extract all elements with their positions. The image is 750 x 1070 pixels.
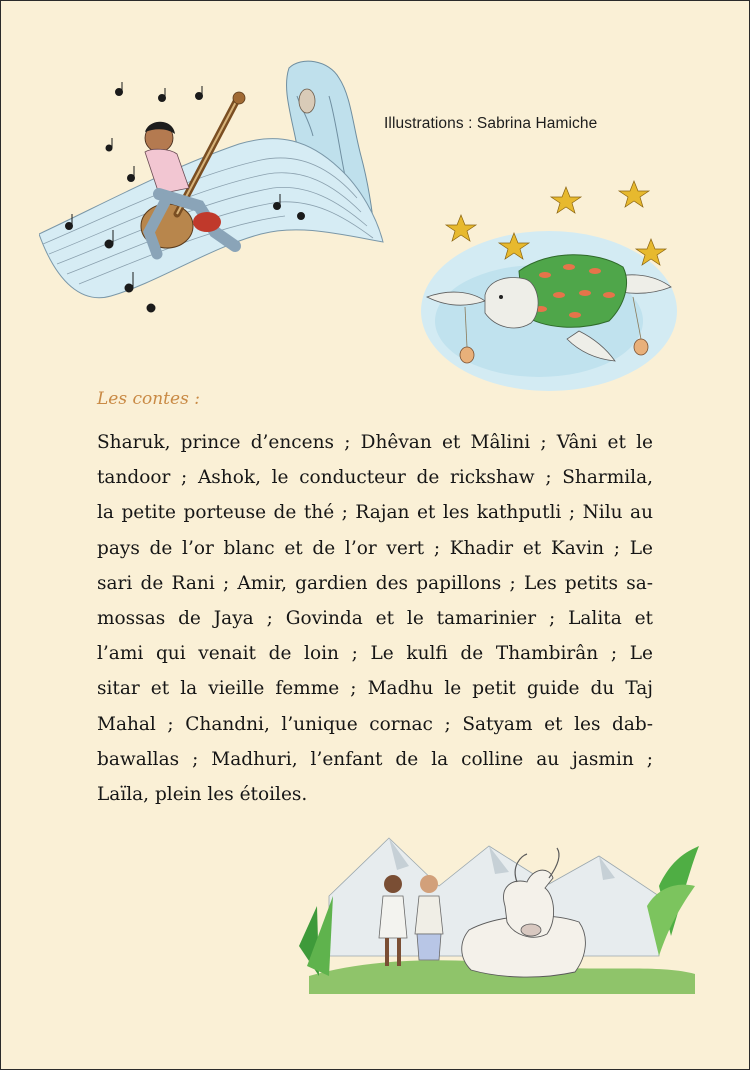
sitar-boy-illustration	[39, 56, 389, 321]
tales-line: pays de l’or blanc et de l’or vert ; Khadir et Kavin ; Le	[97, 537, 653, 559]
tales-heading: Les contes :	[97, 389, 200, 409]
tales-line: Laïla, plein les étoiles.	[97, 783, 308, 805]
turtle-illustration	[419, 171, 681, 393]
tales-line: mossas de Jaya ; Govinda et le tamarinier ; Lalita et	[97, 607, 653, 629]
tales-line: la petite porteuse de thé ; Rajan et les kathputli ; Nilu au	[97, 502, 653, 524]
tales-line: Mahal ; Chandni, l’unique cornac ; Satyam et les dab-	[97, 713, 653, 735]
tales-line: sitar et la vieille femme ; Madhu le petit guide du Taj	[97, 678, 653, 700]
tales-line: Sharuk, prince d’encens ; Dhêvan et Mâlini ; Vâni et le	[97, 432, 653, 453]
tales-list	[97, 425, 653, 812]
illustrator-credit: Illustrations : Sabrina Hamiche	[384, 115, 598, 132]
cow-and-children-illustration	[299, 826, 699, 996]
tales-line: tandoor ; Ashok, le conducteur de rickshaw ; Sharmila,	[97, 467, 653, 489]
tales-line: sari de Rani ; Amir, gardien des papillons ; Les petits sa-	[97, 572, 653, 594]
tales-line: l’ami qui venait de loin ; Le kulfi de Thambirân ; Le	[97, 643, 653, 665]
tales-line: bawallas ; Madhuri, l’enfant de la colline au jasmin ;	[97, 748, 653, 770]
